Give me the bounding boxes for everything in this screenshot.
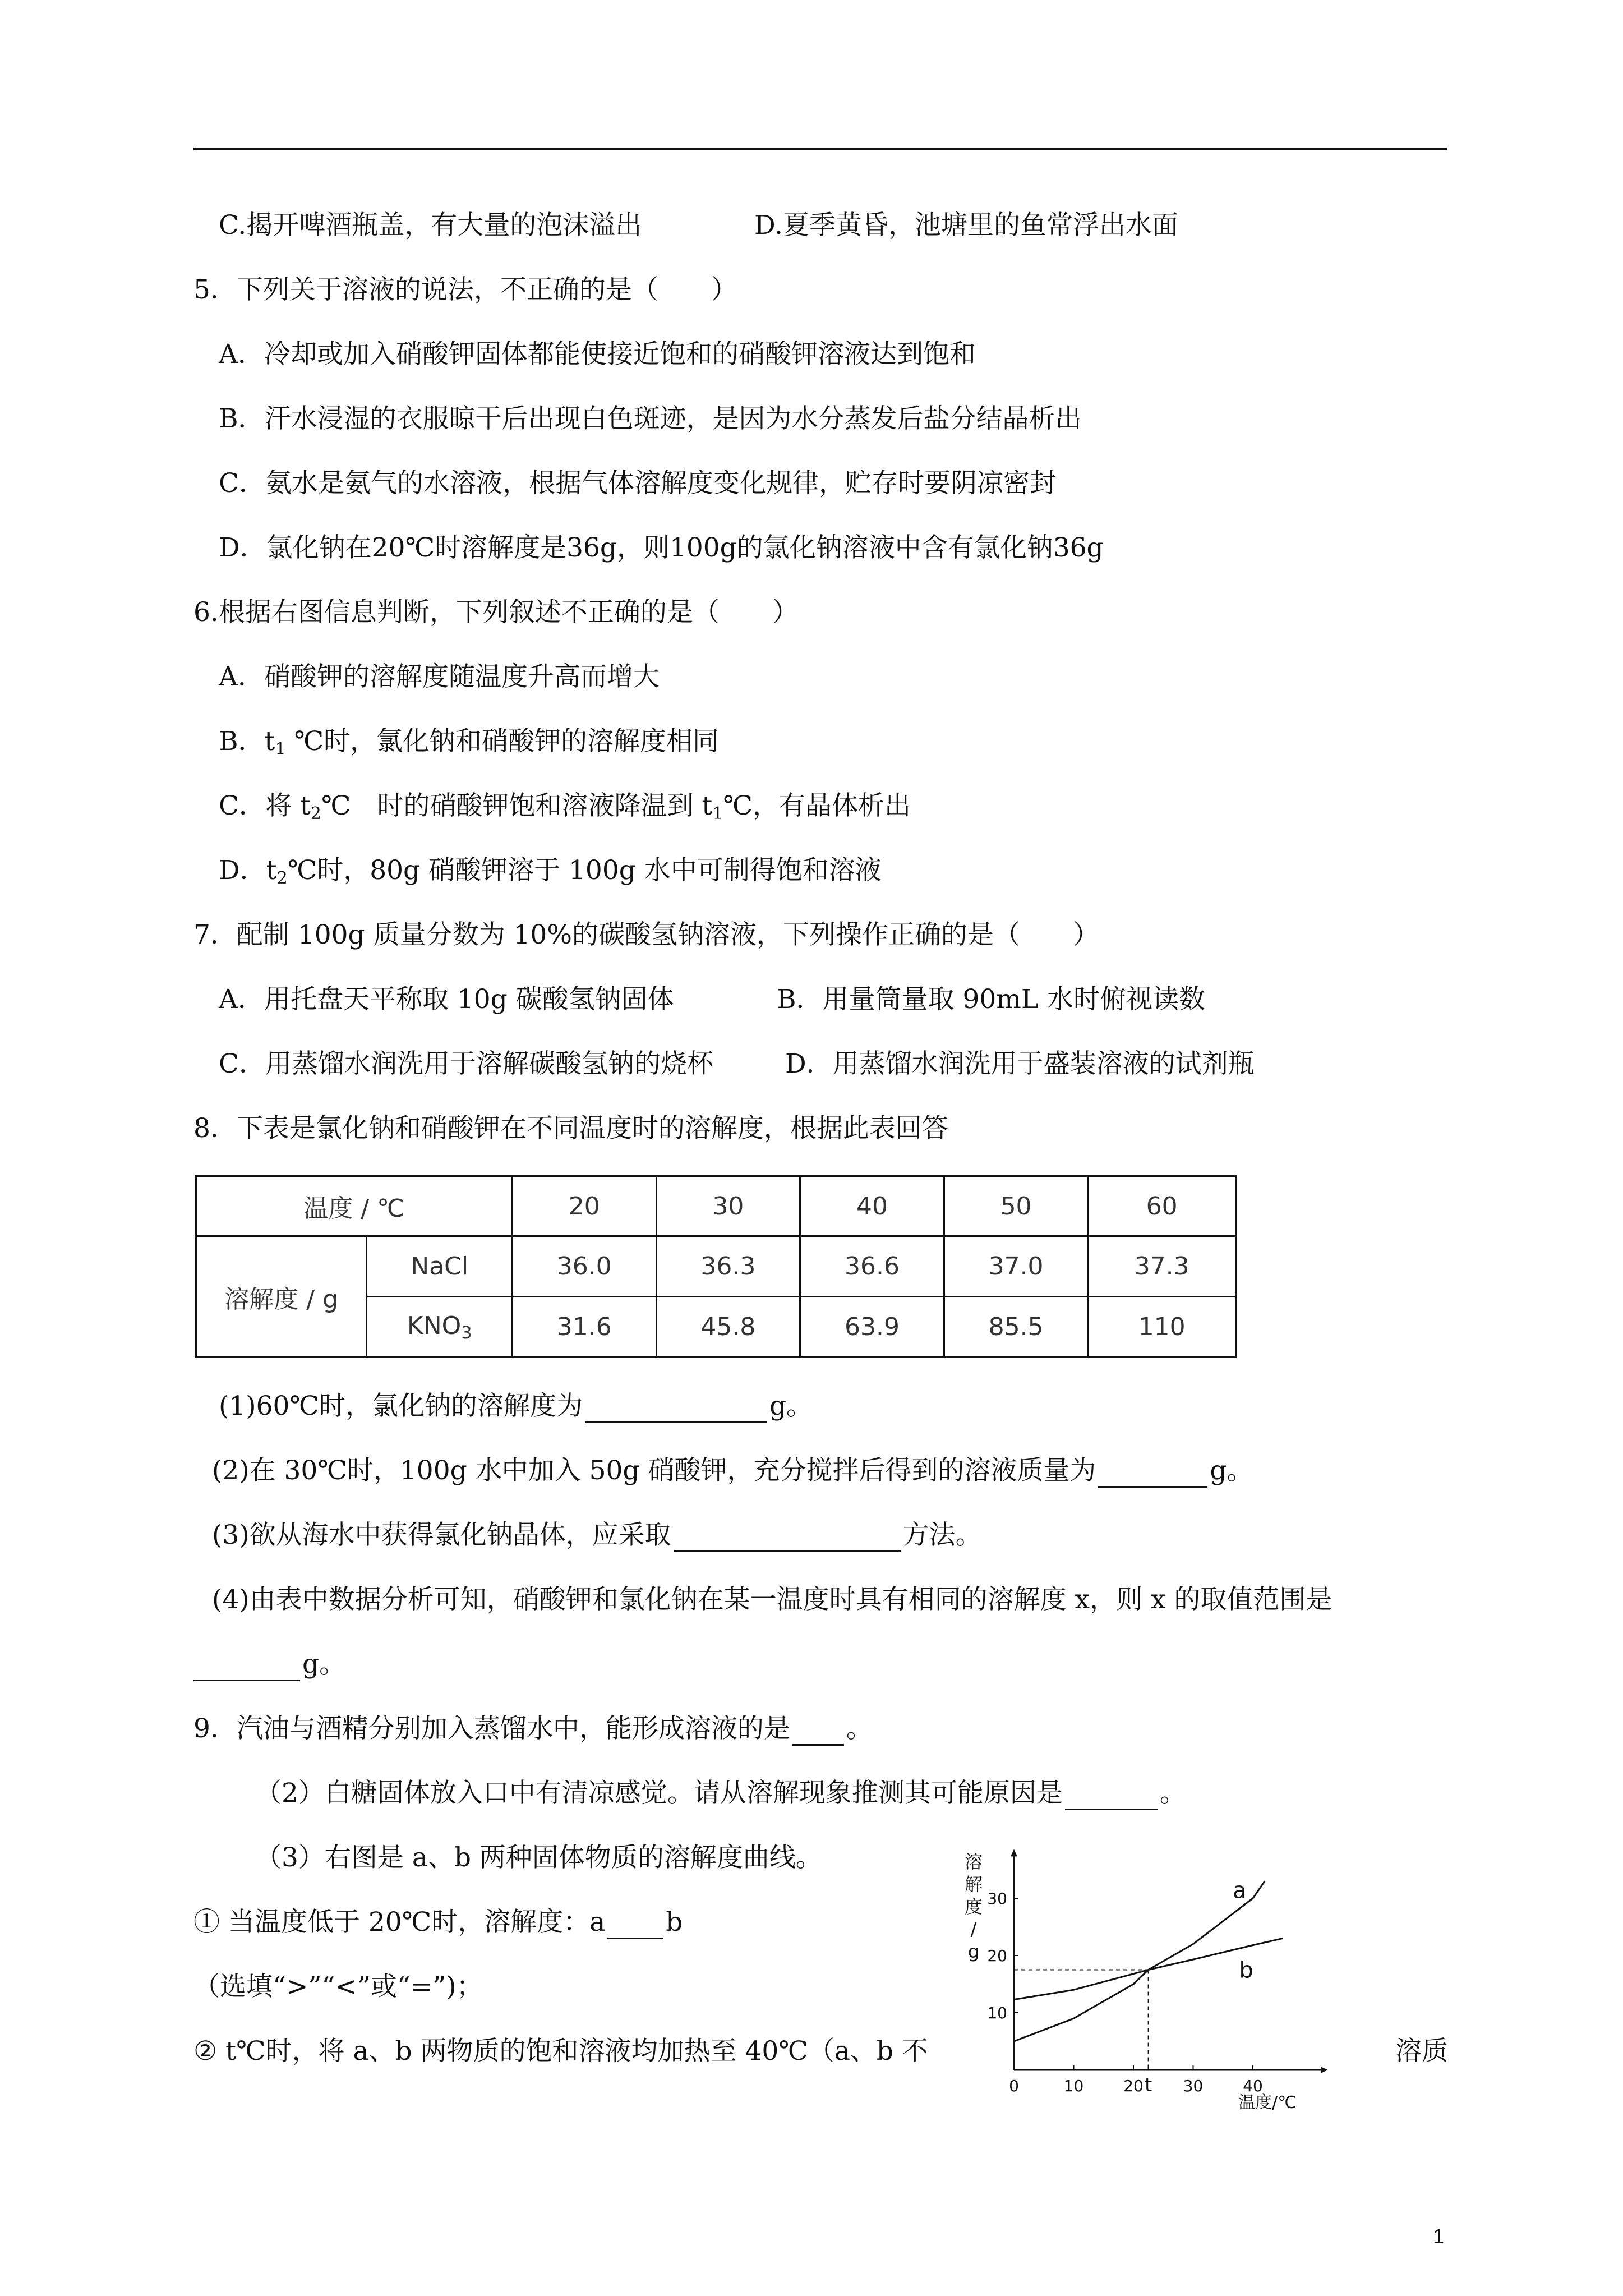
nacl-value-cell: 36.0 xyxy=(512,1236,656,1297)
q6-option-a: A．硝酸钾的溶解度随温度升高而增大 xyxy=(219,661,660,692)
q4-option-c: C.揭开啤酒瓶盖，有大量的泡沫溢出 xyxy=(219,210,642,241)
nacl-label-cell: NaCl xyxy=(367,1236,513,1297)
table-row-nacl xyxy=(196,1236,1236,1297)
y-axis-label-char: g xyxy=(967,1941,980,1962)
q7-option-d: D．用蒸馏水润洗用于盛装溶液的试剂瓶 xyxy=(785,1048,1255,1079)
solubility-curve-chart xyxy=(953,1846,1346,2115)
q7-option-b: B．用量筒量取 90mL 水时俯视读数 xyxy=(777,984,1206,1015)
q8-stem: 8．下表是氯化钠和硝酸钾在不同温度时的溶解度，根据此表回答 xyxy=(193,1113,948,1144)
kno3-label-cell: $KNO_3$ xyxy=(367,1297,513,1358)
temp-cell: 60 xyxy=(1088,1176,1236,1236)
q9-part2: （2）白糖固体放入口中有清凉感觉。请从溶解现象推测其可能原因是 。 xyxy=(255,1777,1186,1810)
solubility-table xyxy=(195,1175,1237,1358)
intersection-guides xyxy=(1014,1970,1149,2070)
x-axis-label: 温度/℃ xyxy=(1238,2093,1297,2113)
q8-part1: (1)60℃时，氯化钠的溶解度为 g。 xyxy=(219,1389,813,1423)
table-header-row xyxy=(196,1176,1236,1236)
q9-part3: （3）右图是 a、b 两种固体物质的溶解度曲线。 xyxy=(255,1842,822,1873)
y-axis-label-char: 溶 xyxy=(964,1851,983,1872)
header-rule xyxy=(193,148,1447,150)
nacl-value-cell: 37.3 xyxy=(1088,1236,1236,1297)
q8-part4: (4)由表中数据分析可知，硝酸钾和氯化钠在某一温度时具有相同的溶解度 x，则 x 的取值范围是 xyxy=(212,1584,1332,1615)
kno3-value-cell: 110 xyxy=(1088,1297,1236,1358)
temp-header-cell: 温度 / ℃ xyxy=(196,1176,513,1236)
q7-option-c: C．用蒸馏水润洗用于溶解碳酸氢钠的烧杯 xyxy=(219,1048,713,1079)
x-tick-label: t xyxy=(1144,2074,1152,2096)
answer-blank[interactable] xyxy=(585,1395,767,1423)
temp-cell: 30 xyxy=(656,1176,800,1236)
q5-option-c: C．氨水是氨气的水溶液，根据气体溶解度变化规律，贮存时要阴凉密封 xyxy=(219,468,1056,499)
answer-blank[interactable] xyxy=(1098,1459,1207,1488)
answer-blank[interactable] xyxy=(607,1911,663,1939)
x-tick-label: 40 xyxy=(1243,2077,1263,2095)
answer-blank[interactable] xyxy=(792,1717,844,1746)
x-tick-label: 0 xyxy=(1009,2077,1019,2095)
kno3-value-cell: 31.6 xyxy=(512,1297,656,1358)
series-label-a: a xyxy=(1233,1878,1247,1904)
q9-stem: 9．汽油与酒精分别加入蒸馏水中，能形成溶液的是 。 xyxy=(193,1712,873,1746)
y-axis-label-char: / xyxy=(970,1918,977,1940)
kno3-value-cell: 63.9 xyxy=(800,1297,944,1358)
q9-part3-item2-tail: 溶质 xyxy=(1395,2036,1448,2067)
q6-option-b: B．$t_1$ ℃时，氯化钠和硝酸钾的溶解度相同 xyxy=(219,726,720,759)
x-tick-label: 30 xyxy=(1183,2077,1204,2095)
temp-cell: 50 xyxy=(944,1176,1088,1236)
q9-part3-item1: ① 当温度低于 20℃时，溶解度：a b xyxy=(193,1906,683,1939)
q8-part3: (3)欲从海水中获得氯化钠晶体，应采取 方法。 xyxy=(212,1519,982,1552)
q5-stem: 5．下列关于溶液的说法，不正确的是（ ） xyxy=(193,274,737,305)
q7-option-a: A．用托盘天平称取 10g 碳酸氢钠固体 xyxy=(219,984,674,1015)
q6-option-d: D．$t_2℃$时，80g 硝酸钾溶于 100g 水中可制得饱和溶液 xyxy=(219,855,882,888)
q9-part3-item2: ② t℃时，将 a、b 两物质的饱和溶液均加热至 40℃（a、b 不 xyxy=(193,2036,928,2067)
y-axis-label-char: 解 xyxy=(964,1874,983,1895)
kno3-value-cell: 45.8 xyxy=(656,1297,800,1358)
kno3-value-cell: 85.5 xyxy=(944,1297,1088,1358)
q5-option-b: B．汗水浸湿的衣服晾干后出现白色斑迹，是因为水分蒸发后盐分结晶析出 xyxy=(219,403,1082,434)
answer-blank[interactable] xyxy=(674,1524,901,1552)
q6-option-c: C．将 $t_2℃$ 时的硝酸钾饱和溶液降温到 $t_1℃$，有晶体析出 xyxy=(219,790,911,823)
y-tick-label: 30 xyxy=(987,1889,1007,1908)
answer-blank[interactable] xyxy=(193,1653,300,1681)
temp-cell: 40 xyxy=(800,1176,944,1236)
series-label-b: b xyxy=(1239,1957,1253,1984)
q7-stem: 7．配制 100g 质量分数为 10%的碳酸氢钠溶液，下列操作正确的是（ ） xyxy=(193,919,1099,950)
series-line-a xyxy=(1014,1881,1265,2041)
y-axis-label xyxy=(965,1851,983,1962)
axis-ticks xyxy=(987,1889,1262,2096)
q5-option-d: D．氯化钠在20℃时溶解度是36g，则100g的氯化钠溶液中含有氯化钠36g xyxy=(219,532,1104,563)
temp-cell: 20 xyxy=(512,1176,656,1236)
nacl-value-cell: 37.0 xyxy=(944,1236,1088,1297)
q5-option-a: A．冷却或加入硝酸钾固体都能使接近饱和的硝酸钾溶液达到饱和 xyxy=(219,339,976,370)
q4-option-d: D.夏季黄昏，池塘里的鱼常浮出水面 xyxy=(754,210,1178,241)
q8-part4-answer: g。 xyxy=(193,1648,345,1681)
q6-stem: 6.根据右图信息判断，下列叙述不正确的是（ ） xyxy=(193,597,799,628)
x-tick-label: 20 xyxy=(1123,2077,1144,2095)
solubility-label-cell: 溶解度 / g xyxy=(196,1236,367,1358)
q9-part3-note: （选填“>”“<”或“=”)； xyxy=(193,1971,483,2002)
nacl-value-cell: 36.3 xyxy=(656,1236,800,1297)
y-axis-label-char: 度 xyxy=(964,1896,983,1917)
y-tick-label: 20 xyxy=(987,1947,1007,1965)
answer-blank[interactable] xyxy=(1065,1782,1158,1810)
q8-part2: (2)在 30℃时，100g 水中加入 50g 硝酸钾，充分搅拌后得到的溶液质量为 g。 xyxy=(212,1454,1253,1488)
nacl-value-cell: 36.6 xyxy=(800,1236,944,1297)
page-number: 1 xyxy=(1433,2225,1445,2248)
y-tick-label: 10 xyxy=(987,2004,1007,2022)
x-tick-label: 10 xyxy=(1063,2077,1084,2095)
